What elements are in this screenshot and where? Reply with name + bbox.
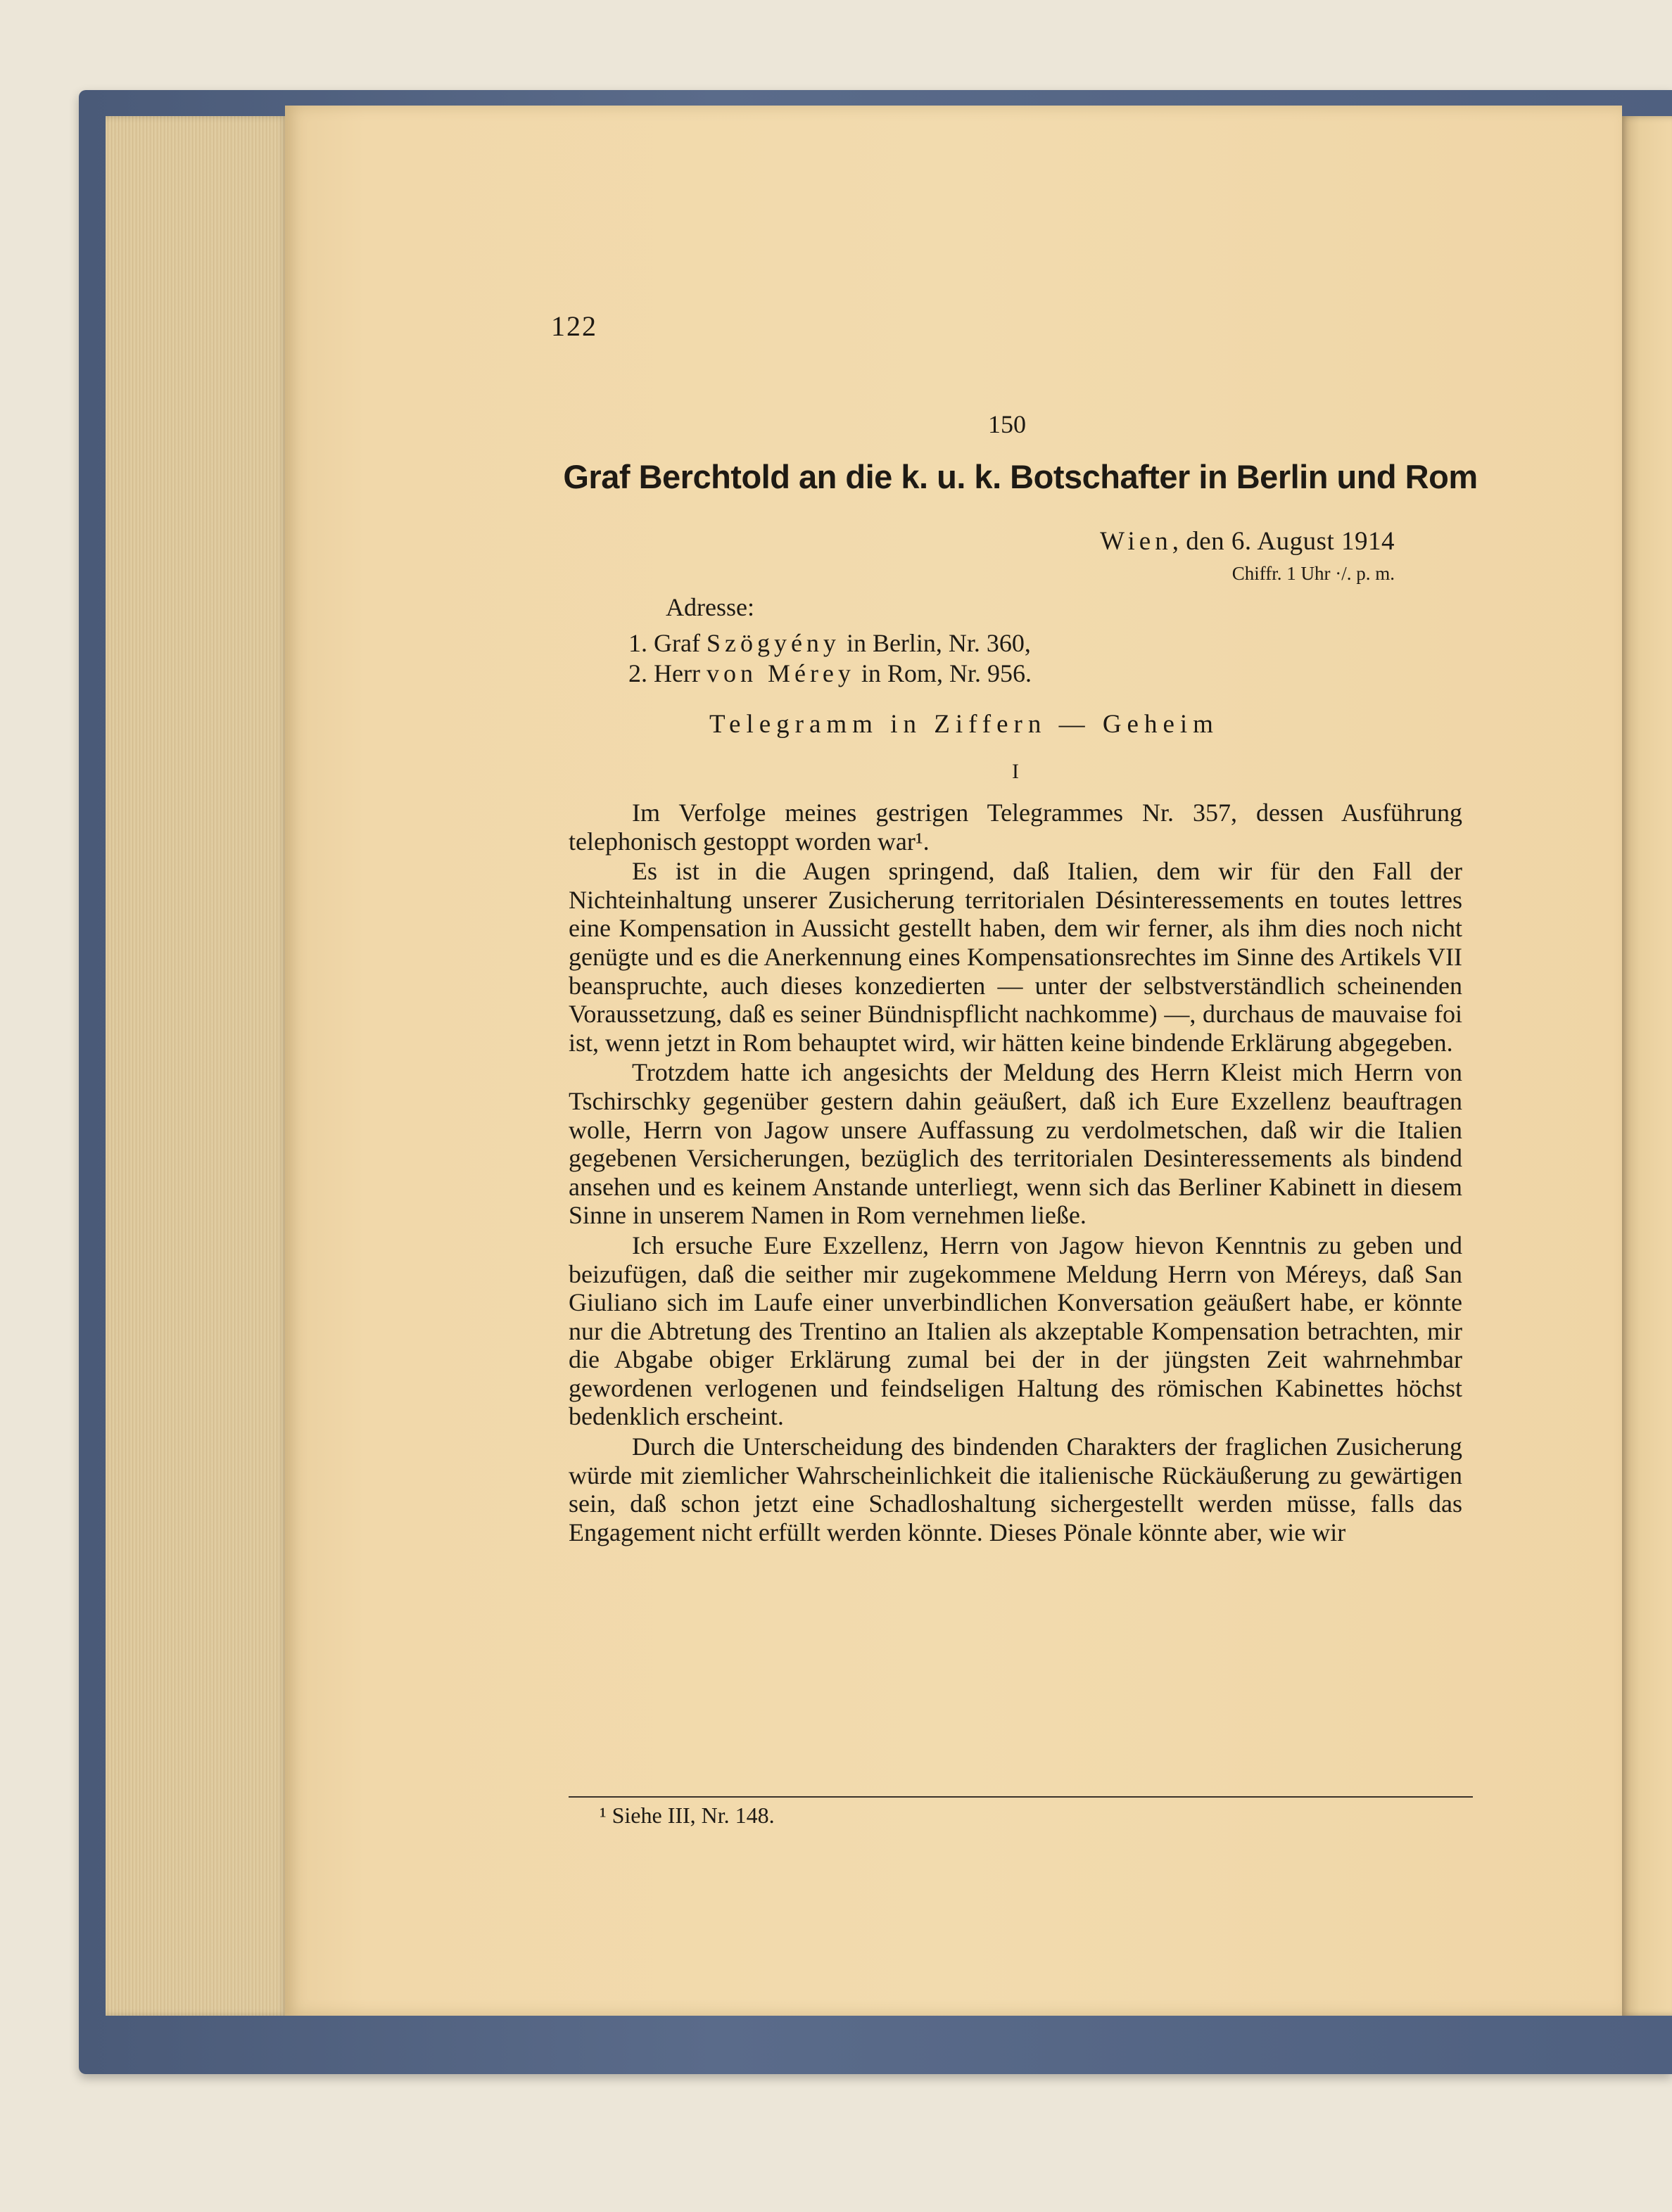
page-number: 122	[551, 310, 597, 342]
address-prefix: Herr	[654, 659, 707, 687]
facing-page-edge	[1619, 116, 1672, 2016]
address-name: von Mérey	[706, 659, 855, 687]
footnote-rule	[569, 1796, 1473, 1798]
cipher-note: Chiffr. 1 Uhr ·/. p. m.	[1231, 563, 1395, 584]
address-number: 2.	[628, 659, 647, 687]
footnote: ¹ Siehe III, Nr. 148.	[600, 1803, 775, 1828]
address-prefix: Graf	[654, 629, 707, 657]
dateline-place: Wien	[1100, 527, 1172, 556]
document-title: Graf Berchtold an die k. u. k. Botschafter in Berlin und Rom	[563, 458, 1478, 495]
paragraph: Trotzdem hatte ich angesichts der Meldung des Herrn Kleist mich Herrn von Tschirschky gegenüber gestern dahin geäußert, daß ich Eure Exzellenz beauftragen wolle, Herrn von Jagow unsere Auffassung zu verdolmetschen, daß wir die Italien gegebenen Versicherungen, bezüglich des territorialen Desinteressements als bindend ansehen und es keinem Anstande unterliegt, wenn sich das Berliner Kabinett in diesem Sinne in unserem Namen in Rom vernehmen ließe.	[569, 1058, 1462, 1230]
address-number: 1.	[628, 629, 647, 657]
address-rest: in Berlin, Nr. 360,	[840, 629, 1031, 657]
address-line	[628, 628, 1031, 658]
address-name: Szögyény	[706, 629, 840, 657]
address-rest: in Rom, Nr. 956.	[854, 659, 1032, 687]
paragraph: Ich ersuche Eure Exzellenz, Herrn von Jagow hievon Kenntnis zu geben und beizufügen, daß die seither mir zugekommene Meldung Herrn von Méreys, daß San Giuliano sich im Laufe einer unverbindlichen Konversation geäußert habe, er könnte nur die Abtretung des Trentino an Italien als akzeptable Kompensation betrachten, mir die Abgabe obiger Erklärung zumal bei der in der jüngsten Zeit wahrnehmbar gewordenen verlogenen und feindseligen Haltung des römischen Kabinettes höchst bedenklich erscheint.	[569, 1231, 1462, 1431]
section-number: I	[1012, 760, 1019, 783]
paragraph: Im Verfolge meines gestrigen Telegrammes Nr. 357, dessen Ausführung telephonisch gestoppt worden war¹.	[569, 799, 1462, 856]
paragraph: Durch die Unterscheidung des bindenden Charakters der fraglichen Zusicherung würde mit ziemlicher Wahrscheinlichkeit die italienische Rückäußerung zu gewärtigen sein, daß schon jetzt eine Schadloshaltung sichergestellt werden müsse, falls das Engagement nicht erfüllt werden könnte. Dieses Pönale könnte aber, wie wir	[569, 1432, 1462, 1546]
page-edges	[106, 116, 289, 2016]
dateline-date: , den 6. August 1914	[1172, 527, 1395, 556]
address-line	[628, 659, 1032, 688]
paragraph: Es ist in die Augen springend, daß Italien, dem wir für den Fall der Nichteinhaltung unserer Zusicherung territorialen Désinteressements en toutes lettres eine Kompensation in Aussicht gestellt haben, dem wir ferner, als ihm dies noch nicht genügte und es die Anerkennung eines Kompensationsrechtes im Sinne des Artikels VII beanspruchte, auch dieses konzedierten — unter der selbstverständlich scheinenden Voraussetzung, daß es seiner Bündnispflicht nachkomme) —, durchaus de mauvaise foi ist, wenn jetzt in Rom behauptet wird, wir hätten keine bindende Erklärung abgegeben.	[569, 857, 1462, 1057]
body-text	[569, 799, 1462, 1548]
address-label: Adresse:	[666, 593, 754, 621]
telegram-heading: Telegramm in Ziffern — Geheim	[709, 710, 1219, 739]
document-number: 150	[988, 410, 1026, 438]
dateline	[1100, 526, 1395, 557]
